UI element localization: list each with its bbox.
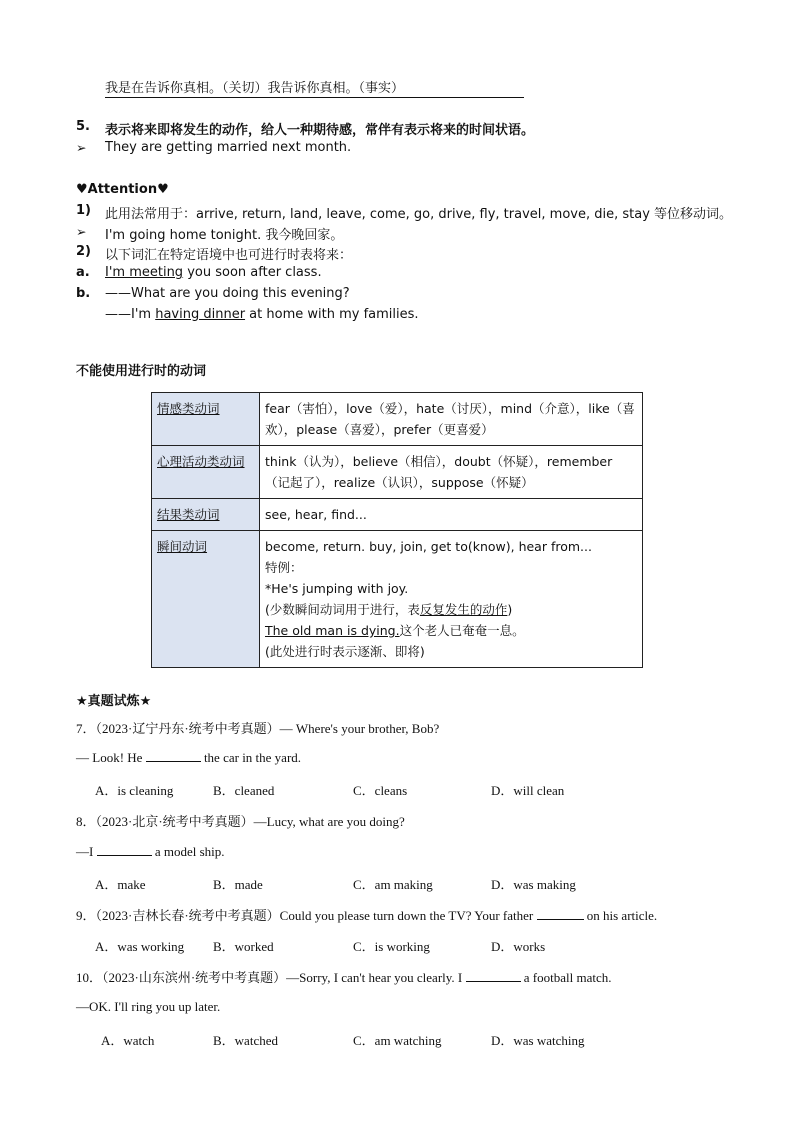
option[interactable]: D．will clean: [491, 783, 565, 798]
answer-blank[interactable]: [537, 907, 584, 920]
table-category: 瞬间动词: [152, 531, 260, 668]
option[interactable]: B．watched: [213, 1033, 278, 1048]
example-b-line1: ——What are you doing this evening?: [105, 286, 350, 301]
example-a-label: a.: [76, 265, 90, 280]
table-row: [152, 393, 643, 446]
table-row: [152, 499, 643, 531]
option[interactable]: C．cleans: [353, 783, 408, 798]
example-b-highlight: having dinner: [155, 307, 246, 322]
question-7-line2: — Look! He the car in the yard.: [76, 750, 302, 765]
option[interactable]: C．is working: [353, 939, 430, 954]
table-content: think（认为），believe（相信），doubt（怀疑），remember（记起了），realize（认识），suppose（怀疑）: [260, 446, 643, 499]
example-a: [105, 265, 322, 280]
answer-blank[interactable]: [466, 969, 521, 982]
special-example-1: *He's jumping with joy.: [265, 581, 409, 596]
top-sentence-text: 我是在告诉你真相。（关切）我告诉你真相。（事实）: [105, 81, 405, 96]
table-content: see, hear, find...: [260, 499, 643, 531]
option[interactable]: C．am watching: [353, 1033, 442, 1048]
table-content: fear（害怕），love（爱），hate（讨厌），mind（介意），like（喜欢），please（喜爱），prefer（更喜爱）: [260, 393, 643, 446]
example-b-label: b.: [76, 286, 91, 301]
attention-1-example: I'm going home tonight. 我今晚回家。: [105, 228, 344, 243]
attention-1-text: 此用法常用于：arrive, return, land, leave, come, go, drive, fly, travel, move, die, stay 等位移动词。: [105, 207, 733, 222]
attention-2-number: 2): [76, 244, 91, 259]
example-a-rest: you soon after class.: [183, 265, 322, 280]
special-example-2: The old man is dying.这个老人已奄奄一息。: [265, 623, 525, 638]
section-title: 不能使用进行时的动词: [76, 364, 207, 379]
table-category: 结果类动词: [152, 499, 260, 531]
example-a-highlight: I'm meeting: [105, 265, 184, 280]
verb-table: [151, 392, 643, 668]
special-case-label: 特例：: [265, 560, 303, 575]
instant-verbs-list: become, return. buy, join, get to(know), hear from...: [265, 539, 592, 554]
question-10: 10．（2023·山东滨州·统考中考真题）—Sorry, I can't hear you clearly. I a football match.: [76, 970, 612, 985]
attention-1-number: 1): [76, 203, 91, 218]
option[interactable]: C．am making: [353, 877, 433, 892]
option[interactable]: A．was working: [95, 939, 185, 954]
option[interactable]: B．cleaned: [213, 783, 275, 798]
option[interactable]: D．works: [491, 939, 546, 954]
item5-number: 5.: [76, 119, 90, 134]
table-row: [152, 446, 643, 499]
option[interactable]: D．was watching: [491, 1033, 585, 1048]
arrow-bullet-icon: ➢: [76, 224, 87, 239]
example-b-line2: [105, 307, 419, 322]
option[interactable]: A．make: [95, 877, 146, 892]
option[interactable]: B．worked: [213, 939, 274, 954]
attention-2-text: 以下词汇在特定语境中也可进行时表将来：: [105, 248, 353, 263]
question-9: 9．（2023·吉林长春·统考中考真题）Could you please turn down the TV? Your father on his article.: [76, 908, 658, 923]
table-category: 情感类动词: [152, 393, 260, 446]
table-row: [152, 531, 643, 668]
example-b-pre: ——I'm: [105, 307, 156, 322]
example-b-post: at home with my families.: [245, 307, 419, 322]
option[interactable]: B．made: [213, 877, 263, 892]
question-10-line2: —OK. I'll ring you up later.: [76, 999, 221, 1014]
option[interactable]: A．watch: [101, 1033, 155, 1048]
item5-heading: 表示将来即将发生的动作，给人一种期待感，常伴有表示将来的时间状语。: [105, 123, 535, 138]
arrow-bullet-icon: ➢: [76, 140, 87, 155]
attention-title: ♥Attention♥: [76, 182, 169, 197]
special-note-2: (此处进行时表示逐渐、即将): [265, 644, 425, 659]
table-content: [260, 531, 643, 668]
special-note-1: (少数瞬间动词用于进行，表反复发生的动作): [265, 602, 513, 617]
question-8: 8．（2023·北京·统考中考真题）—Lucy, what are you doing?: [76, 814, 405, 829]
top-sentence: [105, 77, 524, 98]
answer-blank[interactable]: [97, 843, 152, 856]
item5-example: They are getting married next month.: [105, 140, 352, 155]
question-7: 7．（2023·辽宁丹东·统考中考真题）— Where's your brother, Bob?: [76, 721, 440, 736]
table-category: 心理活动类动词: [152, 446, 260, 499]
answer-blank[interactable]: [146, 749, 201, 762]
option[interactable]: D．was making: [491, 877, 576, 892]
option[interactable]: A．is cleaning: [95, 783, 174, 798]
exercise-title: ★真题试炼★: [76, 694, 152, 709]
question-8-line2: —I a model ship.: [76, 844, 225, 859]
